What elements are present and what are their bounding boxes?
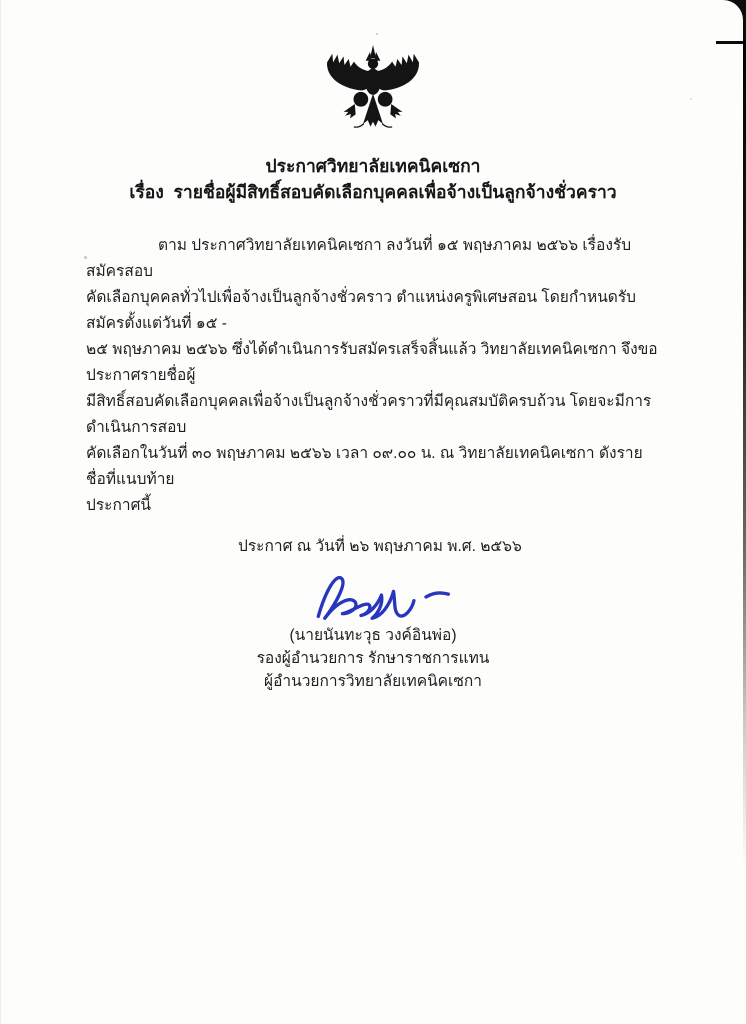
garuda-emblem-icon	[321, 32, 425, 144]
body-line: ประกาศนี้	[86, 497, 152, 514]
announcement-subject: เรื่อง รายชื่อผู้มีสิทธิ์สอบคัดเลือกบุคคลเพื่อจ้างเป็นลูกจ้างชั่วคราว	[129, 182, 617, 202]
handwritten-signature	[312, 570, 462, 622]
issuance-date-line: ประกาศ ณ วันที่ ๒๖ พฤษภาคม พ.ศ. ๒๕๖๖	[238, 538, 522, 555]
body-line: ตาม ประกาศวิทยาลัยเทคนิคเซกา ลงวันที่ ๑๕ พฤษภาคม ๒๕๖๖ เรื่องรับสมัครสอบ	[86, 237, 632, 280]
scan-artifact-left-edge-line	[0, 0, 1, 1024]
announcement-body	[86, 233, 662, 519]
emblem-container	[0, 0, 746, 149]
body-line: คัดเลือกบุคคลทั่วไปเพื่อจ้างเป็นลูกจ้างชั่วคราว ตำแหน่งครูพิเศษสอน โดยกำหนดรับสมัครตั้งแต่วันที่ ๑๕ -	[86, 289, 637, 332]
body-line: ๒๕ พฤษภาคม ๒๕๖๖ ซึ่งได้ดำเนินการรับสมัครเสร็จสิ้นแล้ว วิทยาลัยเทคนิคเซกา จึงขอประกาศรายชื่อผู้	[86, 341, 658, 384]
body-line: มีสิทธิ์สอบคัดเลือกบุคคลเพื่อจ้างเป็นลูกจ้างชั่วคราวที่มีคุณสมบัติครบถ้วน โดยจะมีการดำเนินการสอบ	[86, 393, 652, 436]
scan-artifact-top-right-corner	[716, 0, 746, 44]
body-line: คัดเลือกในวันที่ ๓๐ พฤษภาคม ๒๕๖๖ เวลา ๐๙.๐๐ น. ณ วิทยาลัยเทคนิคเซกา ดังรายชื่อที่แนบท้าย	[86, 445, 643, 488]
signer-position-line2: ผู้อำนวยการวิทยาลัยเทคนิคเซกา	[264, 673, 482, 690]
scan-speck	[84, 256, 87, 259]
signer-position-line1: รองผู้อำนวยการ รักษาราชการแทน	[256, 650, 490, 667]
scan-speck	[690, 98, 692, 100]
scan-speck	[376, 33, 378, 35]
announcement-title: ประกาศวิทยาลัยเทคนิคเซกา	[265, 156, 481, 176]
signer-name: (นายนันทะวุธ วงค์อินพ่อ)	[289, 627, 457, 644]
signature-block	[0, 570, 746, 693]
